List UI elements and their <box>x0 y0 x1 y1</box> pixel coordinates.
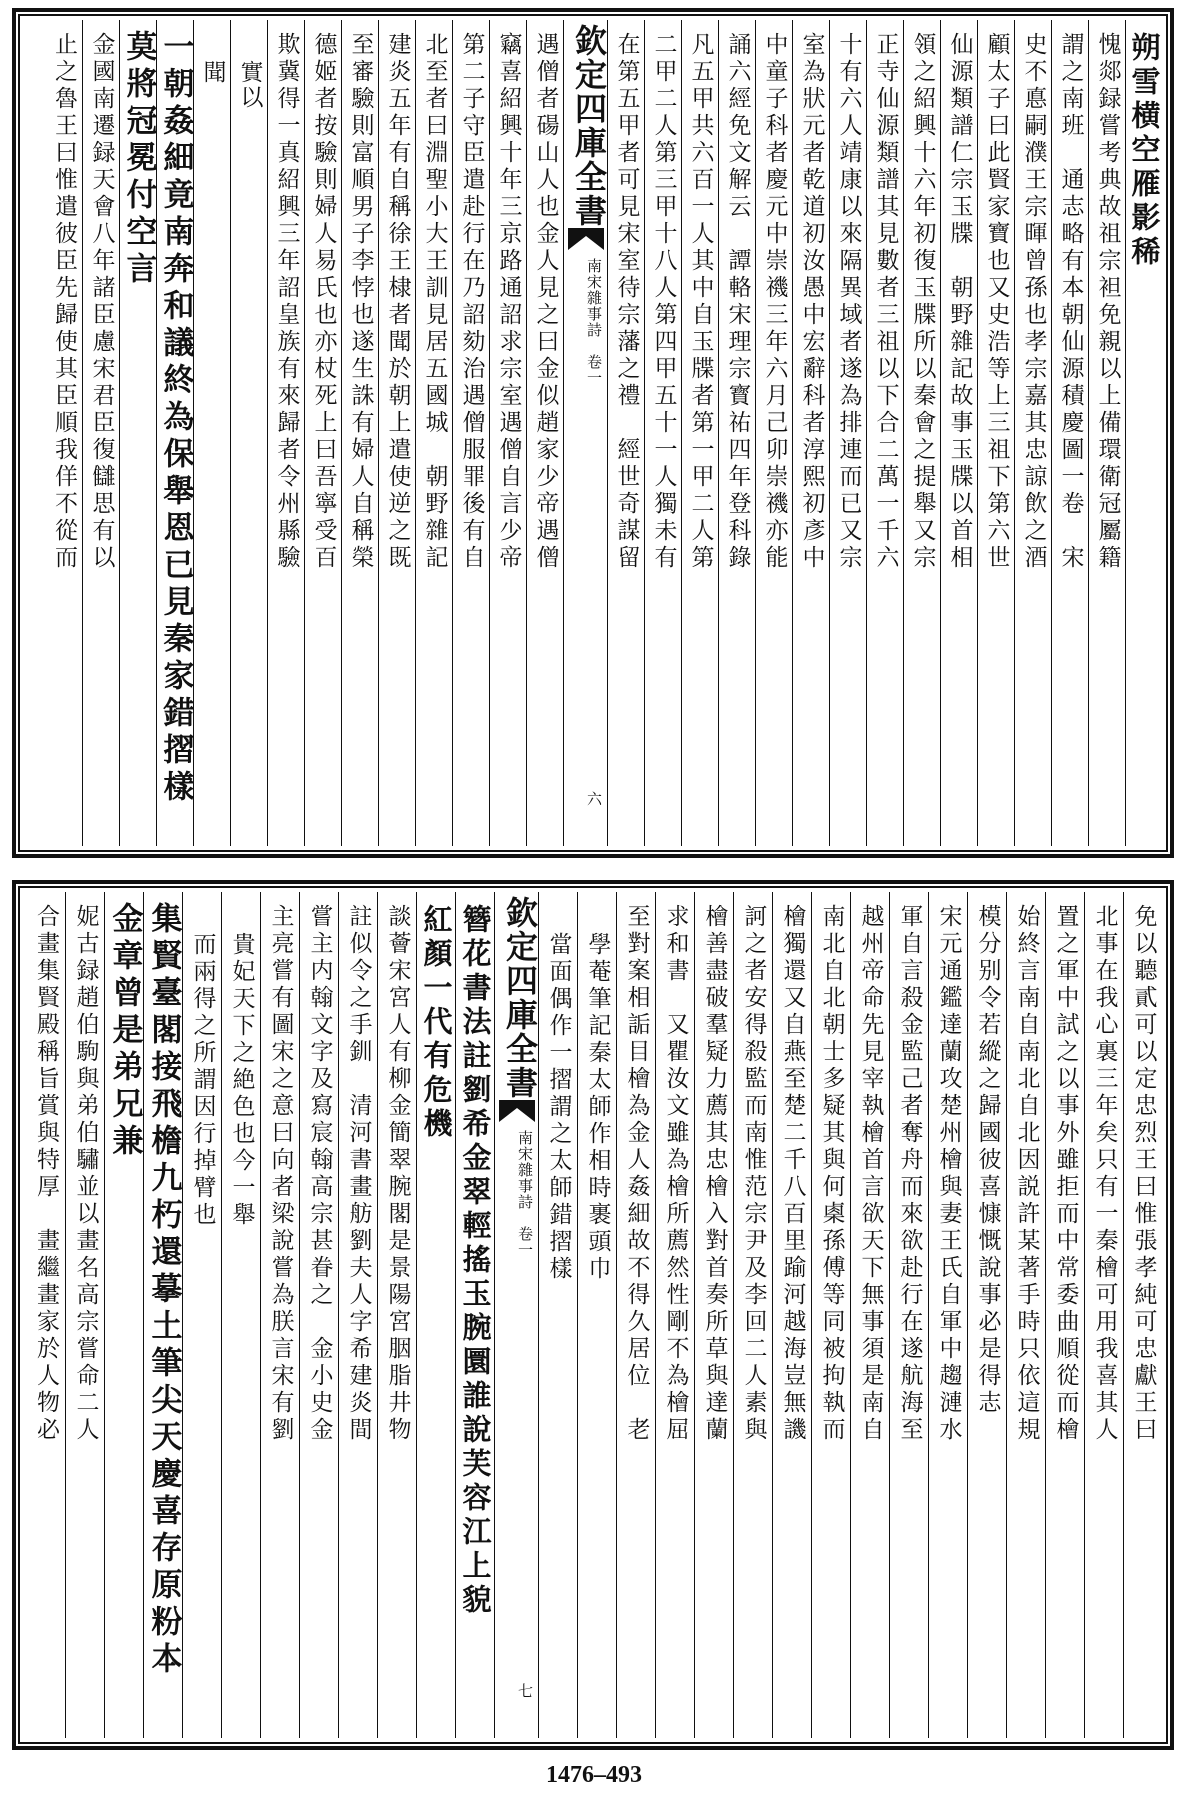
column-text: 中童子科者慶元中崇禨三年六月己卯崇禨亦能 <box>761 32 788 572</box>
column-text: 莫將冠冕付空言 <box>120 30 156 289</box>
top_page-right-column-5 <box>940 20 977 846</box>
top_page-right-column-10 <box>755 20 792 846</box>
column-text: 置之軍中試之以事外雖拒而中常委曲順從而檜 <box>1052 904 1079 1444</box>
column-text: 求和書 又瞿汝文雖為檜所薦然性剛不為檜屈 <box>662 904 689 1444</box>
top_page-left-column-11 <box>119 20 156 846</box>
bottom_page-left-column-4 <box>299 892 338 1738</box>
bottom_page-right-column-1 <box>1084 892 1123 1738</box>
column-text: 誦六經免文解云 譚輅宋理宗寳祐四年登科錄 <box>724 32 751 572</box>
bottom_page-right-column-8 <box>811 892 850 1738</box>
column-text: 欺冀得一真紹興三年詔皇族有來歸者令州縣驗 <box>273 32 300 572</box>
column-text: 當面偶作一摺謂之太師錯摺樣 <box>545 932 572 1283</box>
top_page-center-fold <box>563 20 607 846</box>
column-text: 簪花書法註劉希金翠輕搖玉腕圜誰說芙容江上貌 <box>458 904 493 1618</box>
bottom_page-right-column-9 <box>772 892 811 1738</box>
column-text: 朔雪横空雁影稀 <box>1127 32 1162 270</box>
column-text: 免以聽貳可以定忠烈王曰惟張孝純可忠獻王曰 <box>1130 904 1157 1444</box>
column-text: 史不悳嗣濮王宗暉曾孫也孝宗嘉其忠諒飲之酒 <box>1020 32 1047 572</box>
top_page-right-column-9 <box>792 20 829 846</box>
bottom_page-right-column-11 <box>694 892 733 1738</box>
bottom_page-right-column-13 <box>616 892 655 1738</box>
top_page-left-column-1 <box>489 20 526 846</box>
column-text: 十有六人靖康以來隔異域者遂為排連而已又宗 <box>835 32 862 572</box>
top_page-right-column-7 <box>866 20 903 846</box>
top_page-left-column-6 <box>304 20 341 846</box>
column-text: 仙源類譜仁宗玉牒 朝野雜記故事玉牒以首相 <box>946 32 973 572</box>
top_page-right-column-2 <box>1051 20 1088 846</box>
book-subtitle: 南宋雜事詩 卷一 <box>585 258 603 386</box>
top_page-left-column-0 <box>526 20 563 846</box>
bottom_page-left-column-10 <box>65 892 104 1738</box>
column-text: 南北自北朝士多疑其與何㮚孫傅等同被拘執而 <box>818 904 845 1444</box>
bottom-page <box>12 880 1174 1750</box>
column-text: 正寺仙源類譜其見數者三祖以下合二萬一千六 <box>872 32 899 572</box>
bottom_page-left-column-7 <box>182 892 221 1738</box>
column-text: 檜善盡破羣疑力薦其忠檜入對首奏所草與達蘭 <box>701 904 728 1444</box>
page-footer-number: 1476–493 <box>546 1762 642 1788</box>
bottom_page-right-column-10 <box>733 892 772 1738</box>
column-text: 合畫集賢殿稱旨賞與特厚 畫繼畫家於人物必 <box>33 904 59 1444</box>
top_page-right-column-8 <box>829 20 866 846</box>
column-text: 二甲二人第三甲十八人第四甲五十一人獨未有 <box>650 32 677 572</box>
bottom_page-left-column-0 <box>455 892 494 1738</box>
top_page-left-column-13 <box>45 20 82 846</box>
column-text: 愧郯録嘗考典故祖宗袒免親以上備環衛冠屬籍 <box>1094 32 1121 572</box>
bottom_page-left-column-11 <box>26 892 65 1738</box>
top_page-right-column-6 <box>903 20 940 846</box>
top_page-right-column-1 <box>1088 20 1125 846</box>
bottom_page-left-column-2 <box>377 892 416 1738</box>
column-text: 北至者曰淵聖小大王訓見居五國城 朝野雜記 <box>421 32 448 572</box>
bottom_page-right-column-7 <box>850 892 889 1738</box>
column-text: 金章曾是弟兄兼 <box>106 902 143 1161</box>
book-title: 欽定四庫全書 <box>570 24 608 228</box>
top_page-right-column-13 <box>644 20 681 846</box>
column-text: 領之紹興十六年初復玉牒所以秦會之提舉又宗 <box>909 32 936 572</box>
column-text: 而兩得之所謂因行掉臂也 <box>189 932 216 1229</box>
bottom_page-right-column-6 <box>889 892 928 1738</box>
column-text: 談薈宋宮人有柳金簡翠腕閣是景陽宮胭脂井物 <box>384 904 411 1444</box>
book-subtitle: 南宋雜事詩 卷一 <box>516 1130 534 1258</box>
bottom_page-left-column-9 <box>104 892 143 1738</box>
top_page-left-column-9 <box>193 20 230 846</box>
top_page-left-column-12 <box>82 20 119 846</box>
column-text: 貴妃天下之絶色也今一舉 <box>228 932 255 1229</box>
column-text: 訶之者安得殺監而南惟范宗尹及李回二人素與 <box>740 904 767 1444</box>
bottom_page-right-column-3 <box>1006 892 1045 1738</box>
column-text: 竊喜紹興十年三京路通詔求宗室遇僧自言少帝 <box>495 32 522 572</box>
column-text: 學菴筆記秦太師作相時裹頭巾 <box>584 932 611 1283</box>
column-text: 室為狀元者乾道初汝愚中宏辭科者淳熙初彥中 <box>798 32 825 572</box>
fishtail-mark-icon <box>568 228 604 250</box>
column-text: 一朝姦細竟南奔和議終為保舉恩已見秦家錯摺樣 <box>157 30 193 807</box>
bottom_page-right-column-14 <box>577 892 616 1738</box>
column-text: 模分别令若縱之歸國彼喜慷慨說事必是得志 <box>974 904 1001 1417</box>
top_page-right-column-14 <box>607 20 644 846</box>
top_page-right-column-11 <box>718 20 755 846</box>
bottom_page-right-column-5 <box>928 892 967 1738</box>
column-text: 實以 <box>236 60 263 110</box>
top-page <box>12 8 1174 858</box>
column-text: 第二子守臣遣赴行在乃詔劾治遇僧服罪後有自 <box>458 32 485 572</box>
column-text: 北事在我心裏三年矣只有一秦檜可用我喜其人 <box>1091 904 1118 1444</box>
top_page-right-column-12 <box>681 20 718 846</box>
column-text: 越州帝命先見宰執檜首言欲天下無事須是南自 <box>857 904 884 1444</box>
fishtail-mark-icon <box>499 1100 535 1122</box>
leaf-number: 七 <box>516 1683 534 1698</box>
bottom_page-left-column-5 <box>260 892 299 1738</box>
column-text: 謂之南班 通志略有本朝仙源積慶圖一卷 宋 <box>1057 32 1084 572</box>
column-text: 金國南遷録天會八年諸臣慮宋君臣復讎思有以 <box>88 32 115 572</box>
column-text: 宋元通鑑達蘭攻楚州檜與妻王氏自軍中趨漣水 <box>935 904 962 1444</box>
column-text: 嘗主内翰文字及寫宸翰高宗甚眷之 金小史金 <box>306 904 333 1444</box>
top_page-left-column-8 <box>230 20 267 846</box>
bottom_page-left-column-1 <box>416 892 455 1738</box>
bottom_page-right-column-15 <box>538 892 577 1738</box>
column-text: 至審驗則富順男子李悖也遂生誅有婦人自稱榮 <box>347 32 374 572</box>
top-columns <box>24 20 1162 846</box>
column-text: 紅顏一代有危機 <box>419 904 454 1142</box>
bottom_page-left-column-8 <box>143 892 182 1738</box>
book-title: 欽定四庫全書 <box>501 896 539 1100</box>
bottom_page-left-column-6 <box>221 892 260 1738</box>
column-text: 顧太子曰此賢家寶也又史浩等上三祖下第六世 <box>983 32 1010 572</box>
top_page-right-column-3 <box>1014 20 1051 846</box>
column-text: 在第五甲者可見宋室待宗藩之禮 經世奇謀留 <box>613 32 640 572</box>
top_page-left-column-3 <box>415 20 452 846</box>
top_page-right-column-0 <box>1125 20 1162 846</box>
column-text: 主亮嘗有圖宋之意曰向者梁說嘗為朕言宋有劉 <box>267 904 294 1444</box>
column-text: 軍自言殺金監己者奪舟而來欲赴行在遂航海至 <box>896 904 923 1444</box>
bottom_page-right-column-0 <box>1123 892 1162 1738</box>
top_page-right-column-4 <box>977 20 1014 846</box>
column-text: 始終言南自南北自北因説許某著手時只依這規 <box>1013 904 1040 1444</box>
column-text: 妮古録趙伯駒與弟伯驌並以畫名高宗嘗命二人 <box>72 904 99 1444</box>
top_page-left-column-2 <box>452 20 489 846</box>
bottom_page-right-column-4 <box>967 892 1006 1738</box>
bottom_page-center-fold <box>494 892 538 1738</box>
column-text: 建炎五年有自稱徐王棣者聞於朝上遣使逆之既 <box>384 32 411 572</box>
top_page-left-column-10 <box>156 20 193 846</box>
bottom_page-left-column-3 <box>338 892 377 1738</box>
top_page-left-column-7 <box>267 20 304 846</box>
column-text: 註似令之手釧 清河書畫舫劉夫人字希建炎間 <box>345 904 372 1444</box>
top_page-left-column-4 <box>378 20 415 846</box>
column-text: 德姬者按驗則婦人易氏也亦杖死上曰吾寧受百 <box>310 32 337 572</box>
column-text: 止之魯王曰惟遣彼臣先歸使其臣順我佯不從而 <box>51 32 77 572</box>
column-text: 聞 <box>199 60 226 85</box>
column-text: 遇僧者碭山人也金人見之曰金似趙家少帝遇僧 <box>532 32 559 572</box>
column-text: 檜獨還又自燕至楚二千八百里踰河越海豈無譏 <box>779 904 806 1444</box>
bottom_page-right-column-2 <box>1045 892 1084 1738</box>
column-text: 集賢臺閣接飛檐九朽還摹土筆尖天慶喜存原粉本 <box>145 902 182 1679</box>
leaf-number: 六 <box>585 791 603 806</box>
bottom_page-right-column-12 <box>655 892 694 1738</box>
column-text: 凡五甲共六百一人其中自玉牒者第一甲二人第 <box>687 32 714 572</box>
column-text: 至對案相詬目檜為金人姦細故不得久居位 老 <box>623 904 650 1444</box>
bottom-columns <box>24 892 1162 1738</box>
top_page-left-column-5 <box>341 20 378 846</box>
